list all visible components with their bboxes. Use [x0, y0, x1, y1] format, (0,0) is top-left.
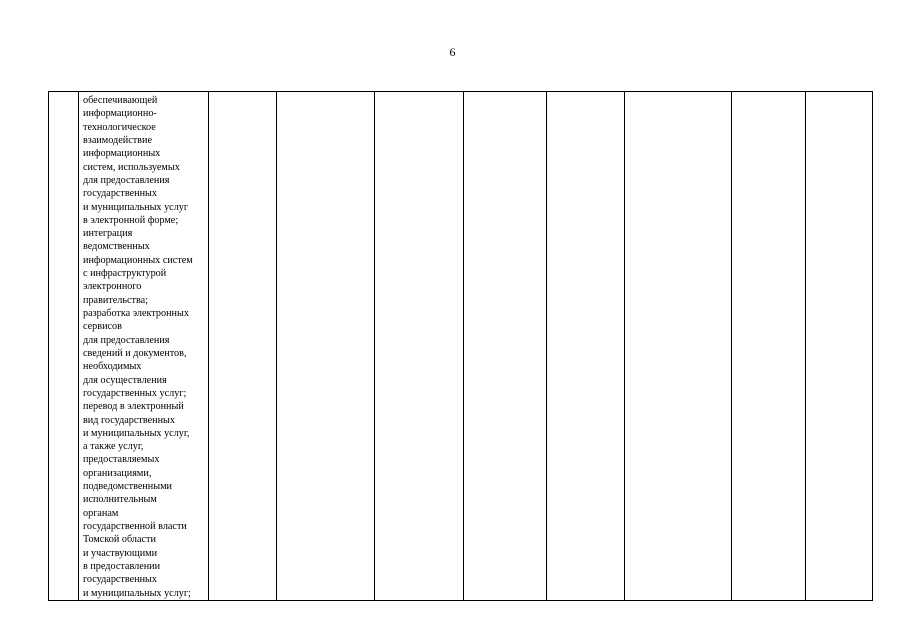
cell-line: в предоставлении	[83, 560, 161, 572]
cell-line: технологическое	[83, 121, 156, 133]
cell-line: предоставляемых	[83, 454, 160, 466]
cell-line: перевод в электронный	[83, 401, 184, 413]
cell-line: электронного	[83, 281, 142, 293]
cell-line: вид государственных	[83, 414, 175, 426]
table-cell-2	[79, 92, 209, 601]
table-row	[49, 92, 873, 601]
cell-text	[79, 92, 208, 600]
table-cell-6	[464, 92, 547, 601]
cell-line: с инфраструктурой	[83, 268, 167, 280]
cell-line: государственной власти	[83, 521, 187, 532]
cell-line: и муниципальных услуг;	[83, 587, 191, 599]
cell-line: необходимых	[83, 361, 142, 373]
cell-line: информационно-	[83, 108, 157, 120]
table-cell-10	[806, 92, 873, 601]
cell-line: в электронной форме;	[83, 214, 179, 226]
table-cell-3	[209, 92, 277, 601]
cell-line: систем, используемых	[83, 161, 180, 173]
cell-line: исполнительным	[83, 494, 157, 506]
table-cell-7	[547, 92, 625, 601]
cell-line: правительства;	[83, 294, 149, 306]
table-cell-1	[49, 92, 79, 601]
cell-line: подведомственными	[83, 481, 172, 493]
cell-line: государственных услуг;	[83, 387, 187, 399]
cell-line: разработка электронных	[83, 308, 189, 319]
cell-line: интеграция	[83, 228, 133, 240]
cell-line: сервисов	[83, 321, 122, 333]
cell-line: информационных систем	[83, 254, 193, 266]
cell-line: и муниципальных услуг,	[83, 427, 190, 439]
table-cell-4	[277, 92, 375, 601]
cell-line: Томской области	[83, 534, 156, 546]
cell-line: и участвующими	[83, 547, 158, 559]
cell-line: сведений и документов,	[83, 347, 187, 359]
cell-line: взаимодействие	[83, 134, 152, 146]
table-cell-9	[732, 92, 806, 601]
cell-line: информационных	[83, 148, 161, 160]
table-cell-5	[375, 92, 464, 601]
cell-line: органам	[83, 507, 119, 519]
cell-line: государственных	[83, 188, 157, 200]
cell-line: для осуществления	[83, 374, 167, 386]
cell-line: а также услуг,	[83, 441, 144, 453]
cell-line: обеспечивающей	[83, 95, 158, 106]
cell-line: организациями,	[83, 467, 152, 479]
table-cell-8	[625, 92, 732, 601]
cell-line: для предоставления	[83, 334, 170, 346]
document-table	[48, 91, 873, 601]
cell-line: для предоставления	[83, 174, 170, 186]
cell-line: ведомственных	[83, 241, 150, 253]
cell-line: государственных	[83, 574, 157, 586]
cell-line: и муниципальных услуг	[83, 201, 189, 213]
page-number: 6	[449, 45, 456, 59]
